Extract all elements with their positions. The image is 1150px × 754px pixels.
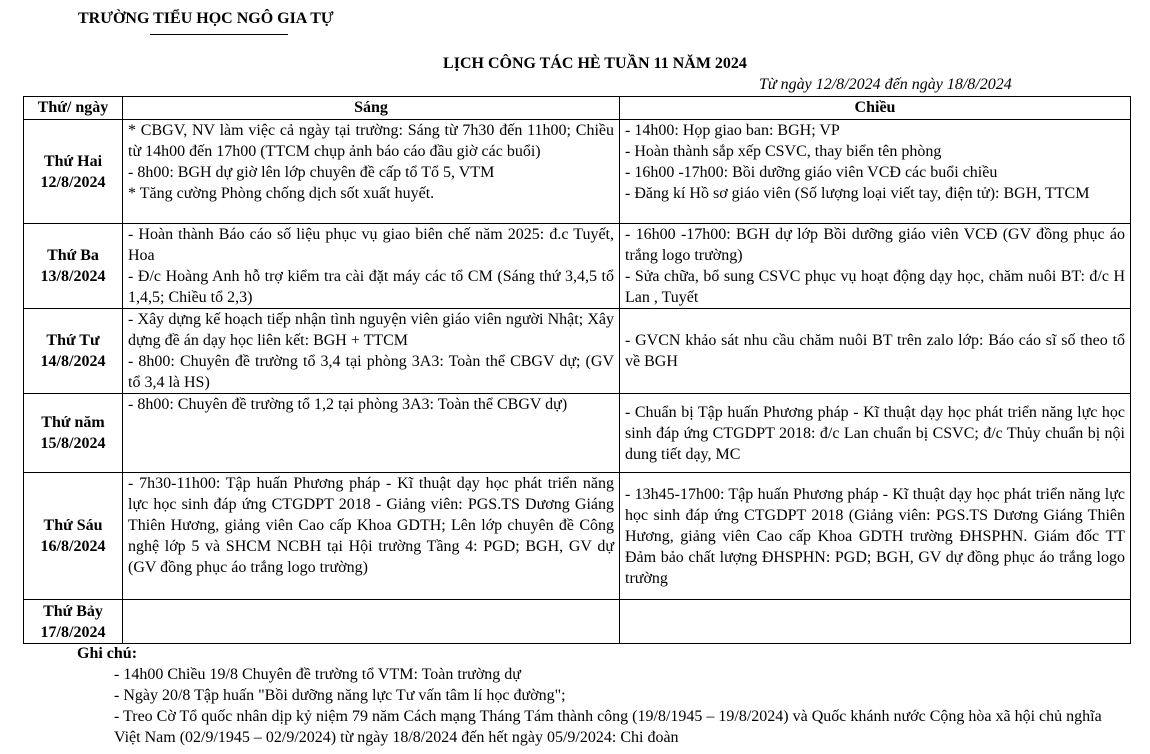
day-cell (24, 394, 123, 473)
note-item: - 14h00 Chiều 19/8 Chuyên đề trường tổ VTM: Toàn trường dự (114, 666, 521, 683)
schedule-table (23, 96, 1131, 644)
day-date: 13/8/2024 (40, 268, 106, 285)
header-day: Thứ/ ngày (24, 97, 123, 120)
morning-cell (123, 600, 620, 644)
afternoon-item: - 16h00 -17h00: BGH dự lớp Bồi dưỡng giáo viên VCĐ (GV đồng phục áo trắng logo trường) (625, 226, 1125, 264)
morning-cell (123, 394, 620, 473)
day-date: 12/8/2024 (40, 173, 106, 191)
morning-item: - 7h30-11h00: Tập huấn Phương pháp - Kĩ thuật dạy học phát triển năng lực học sinh đáp ứng CTGDPT 2018 - Giảng viên: PGS.TS Dương Giáng Thiên Hương, giảng viên Cao cấp Khoa GDTH; Lên lớp chuyên đề Công nghệ lớp 5 và SHCM NCBH tại Hội trường Tầng 4: PGD; BGH, GV dự (GV đồng phục áo trắng logo trường) (128, 475, 614, 576)
header-morning: Sáng (123, 97, 620, 120)
day-name: Thứ Ba (47, 247, 99, 264)
afternoon-cell (620, 394, 1131, 473)
afternoon-cell (620, 600, 1131, 644)
notes-section (77, 643, 1117, 748)
header-afternoon: Chiều (620, 97, 1131, 120)
afternoon-cell (620, 473, 1131, 600)
day-date: 15/8/2024 (40, 435, 106, 452)
afternoon-cell (620, 309, 1131, 394)
afternoon-item: - Đăng kí Hồ sơ giáo viên (Số lượng loại viết tay, điện tử): BGH, TTCM (625, 185, 1090, 202)
day-cell (24, 120, 123, 224)
schedule-row (24, 224, 1131, 309)
afternoon-cell (620, 224, 1131, 309)
notes-heading: Ghi chú: (77, 645, 138, 662)
day-date: 14/8/2024 (40, 353, 106, 370)
morning-item: * Tăng cường Phòng chống dịch sốt xuất huyết. (128, 185, 435, 202)
morning-item: - 8h00: Chuyên đề trường tổ 1,2 tại phòng 3A3: Toàn thể CBGV dự) (128, 396, 568, 413)
day-name: Thứ năm (41, 414, 105, 431)
morning-item: - Hoàn thành Báo cáo số liệu phục vụ giao biên chế năm 2025: đ.c Tuyết, Hoa (128, 226, 614, 264)
afternoon-item: - 16h00 -17h00: Bồi dưỡng giáo viên VCĐ các buổi chiều (625, 164, 998, 181)
morning-cell (123, 473, 620, 600)
morning-cell (123, 120, 620, 224)
schedule-row (24, 120, 1131, 224)
document-title: LỊCH CÔNG TÁC HÈ TUẦN 11 NĂM 2024 (443, 55, 747, 72)
day-cell (24, 224, 123, 309)
afternoon-item: - Hoàn thành sắp xếp CSVC, thay biển tên phòng (625, 143, 942, 160)
school-underline (150, 34, 288, 35)
morning-item: * CBGV, NV làm việc cả ngày tại trường: Sáng từ 7h30 đến 11h00; Chiều từ 14h00 đến 17h00 (TTCM chụp ảnh báo cáo đầu giờ các buổi) (128, 122, 614, 160)
afternoon-cell (620, 120, 1131, 224)
afternoon-item: - Chuẩn bị Tập huấn Phương pháp - Kĩ thuật dạy học phát triển năng lực học sinh đáp ứng CTGDPT 2018: đ/c Lan chuẩn bị CSVC; đ/c Thủy chuẩn bị nội dung tiết dạy, MC (625, 403, 1125, 463)
day-name: Thứ Tư (46, 332, 100, 349)
day-date: 17/8/2024 (40, 623, 106, 641)
morning-item: - 8h00: BGH dự giờ lên lớp chuyên đề cấp tổ Tổ 5, VTM (128, 164, 495, 181)
schedule-row (24, 309, 1131, 394)
afternoon-item: - 13h45-17h00: Tập huấn Phương pháp - Kĩ thuật dạy học phát triển năng lực học sinh đáp ứng CTGDPT 2018 (Giảng viên: PGS.TS Dương Giáng Thiên Hương, giảng viên Cao cấp Khoa GDTH trường ĐHSPHN. Giám đốc TT Đảm bảo chất lượng ĐHSPHN: PGD; BGH, GV dự đồng phục áo trắng logo trường (625, 485, 1125, 587)
afternoon-item: - GVCN khảo sát nhu cầu chăm nuôi BT trên zalo lớp: Báo cáo sĩ số theo tổ về BGH (625, 332, 1125, 370)
day-name: Thứ Hai (43, 152, 103, 170)
day-date: 16/8/2024 (40, 538, 106, 555)
morning-cell (123, 224, 620, 309)
afternoon-item: - Sửa chữa, bổ sung CSVC phục vụ hoạt động dạy học, chăm nuôi BT: đ/c H Lan , Tuyết (625, 268, 1125, 306)
schedule-row (24, 473, 1131, 600)
school-name: TRƯỜNG TIỂU HỌC NGÔ GIA TỰ (78, 10, 334, 27)
date-range: Từ ngày 12/8/2024 đến ngày 18/8/2024 (759, 76, 1012, 93)
note-item: - Treo Cờ Tổ quốc nhân dịp kỷ niệm 79 năm Cách mạng Tháng Tám thành công (19/8/1945 – 19/8/2024) và Quốc khánh nước Cộng hòa xã hội chủ nghĩa Việt Nam (02/9/1945 – 02/9/2024) từ ngày 18/8/2024 đến hết ngày 05/9/2024: Chi đoàn (114, 708, 1102, 746)
afternoon-item: - 14h00: Họp giao ban: BGH; VP (625, 122, 840, 139)
note-item: - Ngày 20/8 Tập huấn "Bồi dưỡng năng lực Tư vấn tâm lí học đường"; (114, 687, 566, 704)
schedule-row (24, 600, 1131, 644)
day-name: Thứ Sáu (43, 517, 103, 534)
morning-cell (123, 309, 620, 394)
day-cell (24, 600, 123, 644)
morning-item: - Đ/c Hoàng Anh hỗ trợ kiểm tra cài đặt máy các tổ CM (Sáng thứ 3,4,5 tổ 1,4,5; Chiều tổ 2,3) (128, 268, 614, 306)
morning-item: - 8h00: Chuyên đề trường tổ 3,4 tại phòng 3A3: Toàn thể CBGV dự; (GV tổ 3,4 là HS) (128, 353, 614, 391)
morning-item: - Xây dựng kế hoạch tiếp nhận tình nguyện viên giáo viên người Nhật; Xây dựng đề án dạy học liên kết: BGH + TTCM (128, 311, 614, 349)
day-cell (24, 309, 123, 394)
day-cell (24, 473, 123, 600)
schedule-row (24, 394, 1131, 473)
day-name: Thứ Bảy (43, 602, 103, 620)
